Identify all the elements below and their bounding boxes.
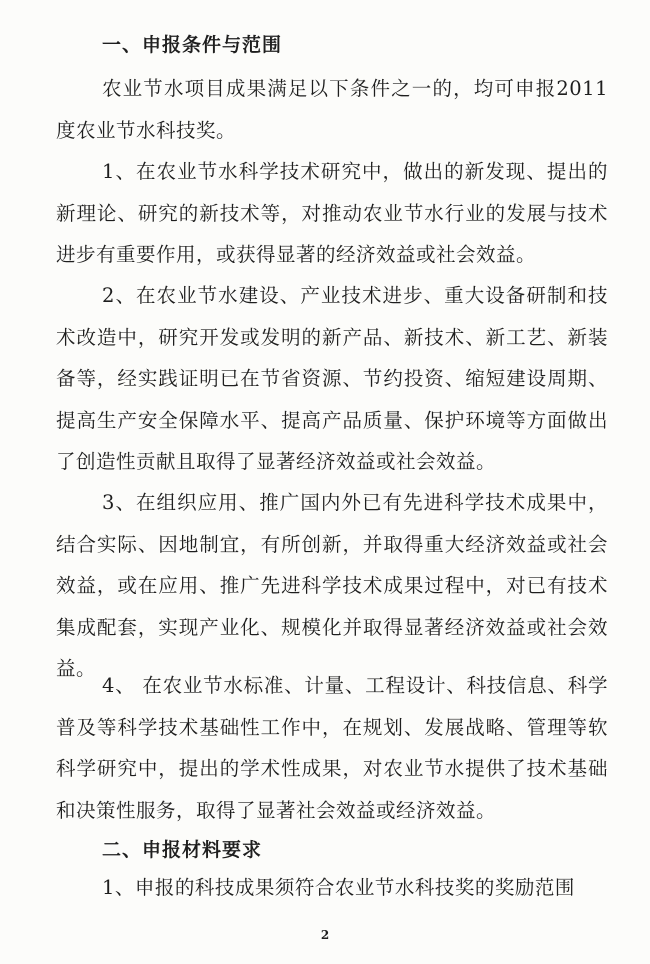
page-number: 2 [320, 928, 330, 942]
section1-item-2: 2、在农业节水建设、产业技术进步、重大设备研制和技术改造中，研究开发或发明的新产品、新技术、新工艺、新装备等，经实践证明已在节省资源、节约投资、缩短建设周期、提高生产安全保障水平、提高产品质量、保护环境等方面做出了创造性贡献且取得了显著经济效益或社会效益。 [56, 284, 608, 473]
section1-item-1: 1、在农业节水科学技术研究中，做出的新发现、提出的新理论、研究的新技术等，对推动农业节水行业的发展与技术进步有重要作用，或获得显著的经济效益或社会效益。 [56, 160, 608, 266]
section2-heading: 二、申报材料要求 [102, 839, 263, 861]
section1-heading: 一、申报条件与范围 [102, 34, 283, 56]
section1-intro: 农业节水项目成果满足以下条件之一的，均可申报2011度农业节水科技奖。 [56, 77, 608, 142]
section1-item-4: 4、 在农业节水标准、计量、工程设计、科技信息、科学普及等科学技术基础性工作中，在规划、发展战略、管理等软科学研究中，提出的学术性成果，对农业节水提供了技术基础和决策性服务，取得了显著社会效益或经济效益。 [56, 674, 608, 822]
section1-item-3: 3、在组织应用、推广国内外已有先进科学技术成果中，结合实际、因地制宜，有所创新，并取得重大经济效益或社会效益，或在应用、推广先进科学技术成果过程中，对已有技术集成配套，实现产业化、规模化并取得显著经济效益或社会效益。 [56, 491, 608, 680]
section2-item-1: 1、申报的科技成果须符合农业节水科技奖的奖励范围 [102, 876, 575, 899]
